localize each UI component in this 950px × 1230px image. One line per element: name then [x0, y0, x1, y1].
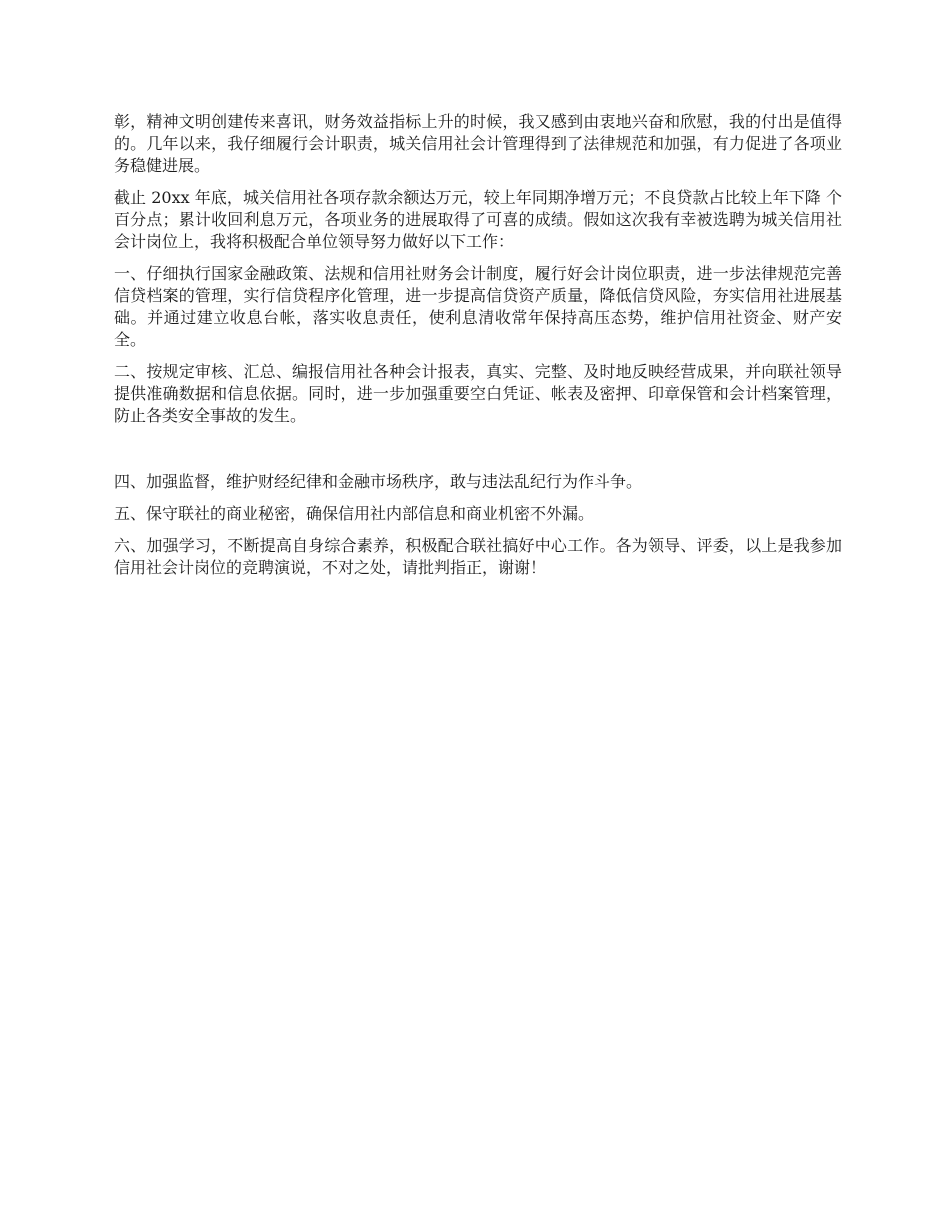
paragraph-2: 截止 20xx 年底，城关信用社各项存款余额达万元，较上年同期净增万元；不良贷款占比较上年下降 个百分点；累计收回利息万元，各项业务的进展取得了可喜的成绩。假如这次我有幸被选聘为城关信用社会计岗位上，我将积极配合单位领导努力做好以下工作： [114, 188, 842, 251]
paragraph-1: 彰，精神文明创建传来喜讯，财务效益指标上升的时候，我又感到由衷地兴奋和欣慰，我的付出是值得的。几年以来，我仔细履行会计职责，城关信用社会计管理得到了法律规范和加强，有力促进了各项业务稳健进展。 [114, 112, 842, 175]
paragraph-6: 五、保守联社的商业秘密，确保信用社内部信息和商业机密不外漏。 [114, 504, 595, 523]
document-body [114, 111, 842, 589]
paragraph-5: 四、加强监督，维护财经纪律和金融市场秩序，敢与违法乱纪行为作斗争。 [114, 472, 643, 491]
paragraph-3: 一、仔细执行国家金融政策、法规和信用社财务会计制度，履行好会计岗位职责，进一步法律规范完善信贷档案的管理，实行信贷程序化管理，进一步提高信贷资产质量，降低信贷风险，夯实信用社进展基础。并通过建立收息台帐，落实收息责任，使利息清收常年保持高压态势，维护信用社资金、财产安全。 [114, 264, 842, 349]
paragraph-7: 六、加强学习，不断提高自身综合素养，积极配合联社搞好中心工作。各为领导、评委，以上是我参加信用社会计岗位的竞聘演说，不对之处，请批判指正，谢谢！ [114, 536, 842, 577]
blank-gap [114, 437, 842, 471]
paragraph-4: 二、按规定审核、汇总、编报信用社各种会计报表，真实、完整、及时地反映经营成果，并向联社领导提供准确数据和信息依据。同时，进一步加强重要空白凭证、帐表及密押、印章保管和会计档案管理，防止各类安全事故的发生。 [114, 362, 842, 425]
